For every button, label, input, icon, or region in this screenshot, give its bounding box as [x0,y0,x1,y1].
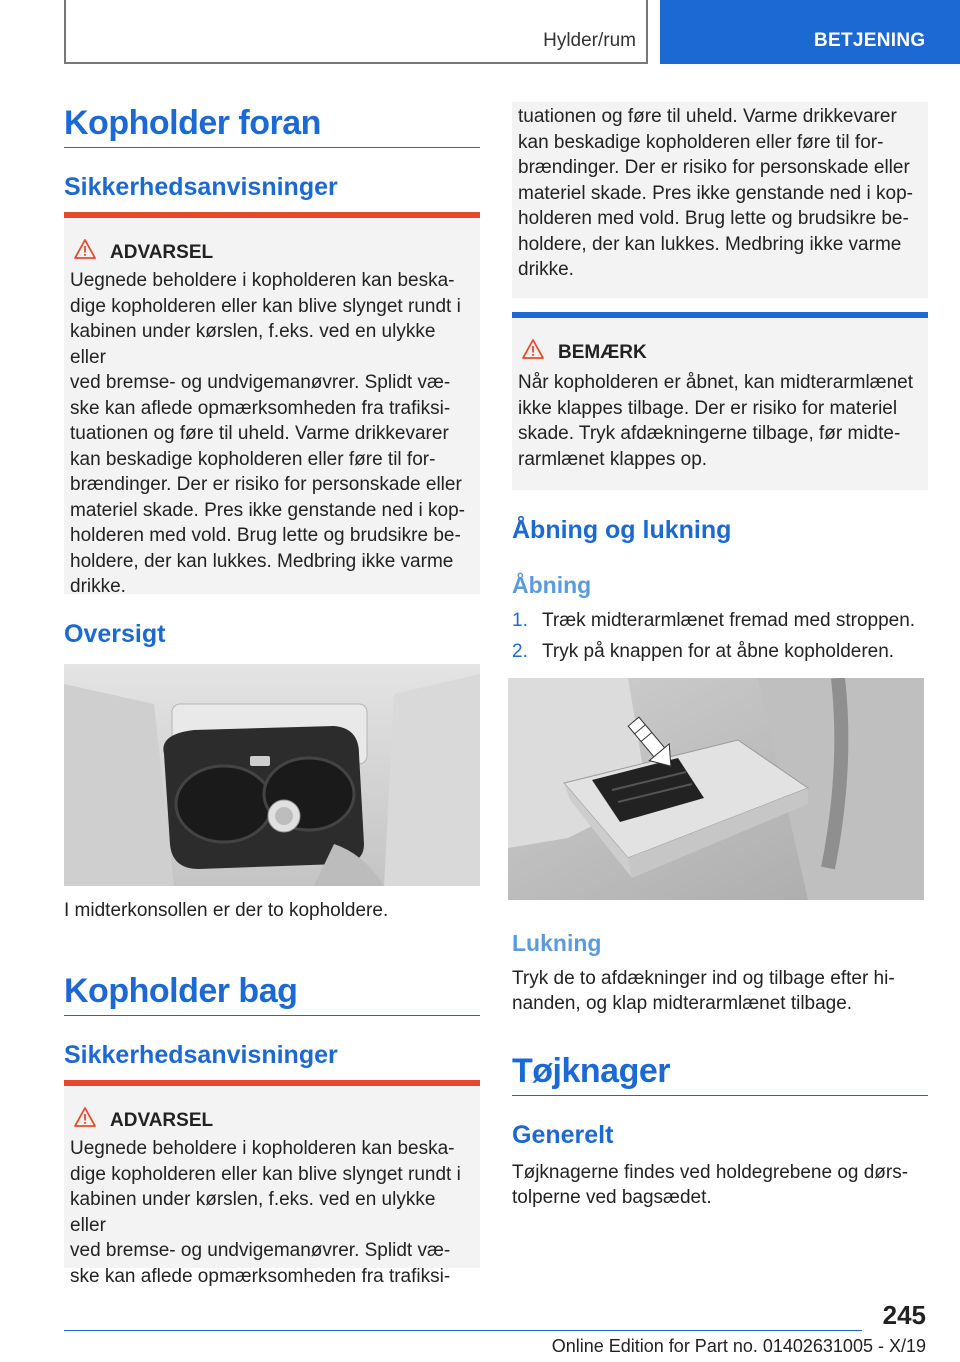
warning-text [70,268,474,600]
warning-text [70,1136,474,1289]
warning-bar [64,212,480,218]
warning-box-1 [64,212,480,597]
text-line: brændinger. Der er risiko for personskade eller [518,157,910,178]
text-line: Uegnede beholdere i kopholderen kan beska- [70,270,455,291]
heading-kopholder-bag: Kopholder bag [64,972,298,1010]
text-line: ved bremse- og undvigemanøvrer. Splidt væ- [70,372,451,393]
step-text: Tryk på knappen for at åbne kopholderen. [542,641,895,662]
heading-rule [512,1095,928,1096]
heading-sikkerhed-1: Sikkerhedsanvisninger [64,173,338,201]
general-text-line: Tøjknagerne findes ved holdegrebene og dørs- [512,1162,909,1183]
note-text [518,370,922,472]
text-line: drikke. [518,259,574,280]
text-line: Uegnede beholdere i kopholderen kan beska- [70,1138,455,1159]
header-section-title: Hylder/rum [543,30,636,51]
warning-title: ADVARSEL [110,1110,214,1131]
text-line: materiel skade. Pres ikke genstande ned i kop- [518,182,913,204]
footer-edition: Online Edition for Part no. 01402631005 - X/19 [551,1336,926,1356]
text-line: ske kan aflede opmærksomheden fra trafiksi- [70,1265,451,1287]
warning-triangle-icon [522,338,544,360]
text-line: rarmlænet klappes op. [518,448,708,470]
warning-text [518,104,922,283]
warning-title: ADVARSEL [110,242,214,263]
footer-rule [64,1330,862,1331]
step-number: 2. [512,641,528,662]
heading-abning: Åbning [512,572,592,598]
text-line: materiel skade. Pres ikke genstande ned i kop- [70,499,465,521]
text-line: drikke. [70,576,126,597]
heading-lukning: Lukning [512,930,602,956]
text-line: tuationen og føre til uheld. Varme drikkevarer [70,423,449,444]
text-line: Når kopholderen er åbnet, kan midterarmlænet [518,372,913,393]
header-chapter-tab: BETJENING [660,0,960,64]
close-text-line: nanden, og klap midterarmlænet tilbage. [512,993,853,1014]
step-text: Træk midterarmlænet fremad med stroppen. [542,610,916,631]
text-line: kan beskadige kopholderen eller føre til for- [70,448,436,470]
heading-tojknager: Tøjknager [512,1052,670,1090]
warning-box-2 [64,1080,480,1287]
general-text-line: tolperne ved bagsædet. [512,1187,712,1208]
heading-generelt: Generelt [512,1121,614,1149]
warning-bar [64,1080,480,1086]
text-line: holdere, der kan lukkes. Medbring ikke varme [70,550,454,572]
heading-abning-og-lukning: Åbning og lukning [512,516,732,544]
heading-sikkerhed-2: Sikkerhedsanvisninger [64,1041,338,1069]
text-line: dige kopholderen eller kan blive slynget rundt i [70,1163,461,1185]
note-title: BEMÆRK [558,342,647,363]
warning-box-continued [512,102,928,298]
heading-oversigt: Oversigt [64,620,166,648]
rear-armrest-image [508,678,924,900]
text-line: holdere, der kan lukkes. Medbring ikke varme [518,233,902,255]
text-line: dige kopholderen eller kan blive slynget rundt i [70,295,461,317]
warning-triangle-icon [74,1106,96,1128]
text-line: skade. Tryk afdækningerne tilbage, før midte- [518,423,901,444]
text-line: holderen med vold. Brug lette og brudsikre be- [70,525,461,546]
step-number: 1. [512,610,528,631]
text-line: kan beskadige kopholderen eller føre til for- [518,131,884,153]
warning-triangle-icon [74,238,96,260]
text-line: ikke klappes tilbage. Der er risiko for materiel [518,397,898,419]
text-line: kabinen under kørslen, f.eks. ved en ulykke eller [70,321,436,368]
text-line: ske kan aflede opmærksomheden fra trafiksi- [70,397,451,419]
heading-rule [64,1015,480,1016]
text-line: kabinen under kørslen, f.eks. ved en ulykke eller [70,1189,436,1236]
cupholder-front-image [64,664,480,886]
page-number: 245 [882,1300,926,1330]
heading-rule [64,147,480,148]
note-box [512,312,928,490]
close-text-line: Tryk de to afdækninger ind og tilbage efter hi- [512,968,895,989]
text-line: brændinger. Der er risiko for personskade eller [70,474,462,495]
caption-front: I midterkonsollen er der to kopholdere. [64,900,389,921]
text-line: tuationen og føre til uheld. Varme drikkevarer [518,106,897,127]
text-line: holderen med vold. Brug lette og brudsikre be- [518,208,909,229]
note-bar [512,312,928,318]
text-line: ved bremse- og undvigemanøvrer. Splidt væ- [70,1240,451,1261]
heading-kopholder-foran: Kopholder foran [64,104,321,142]
